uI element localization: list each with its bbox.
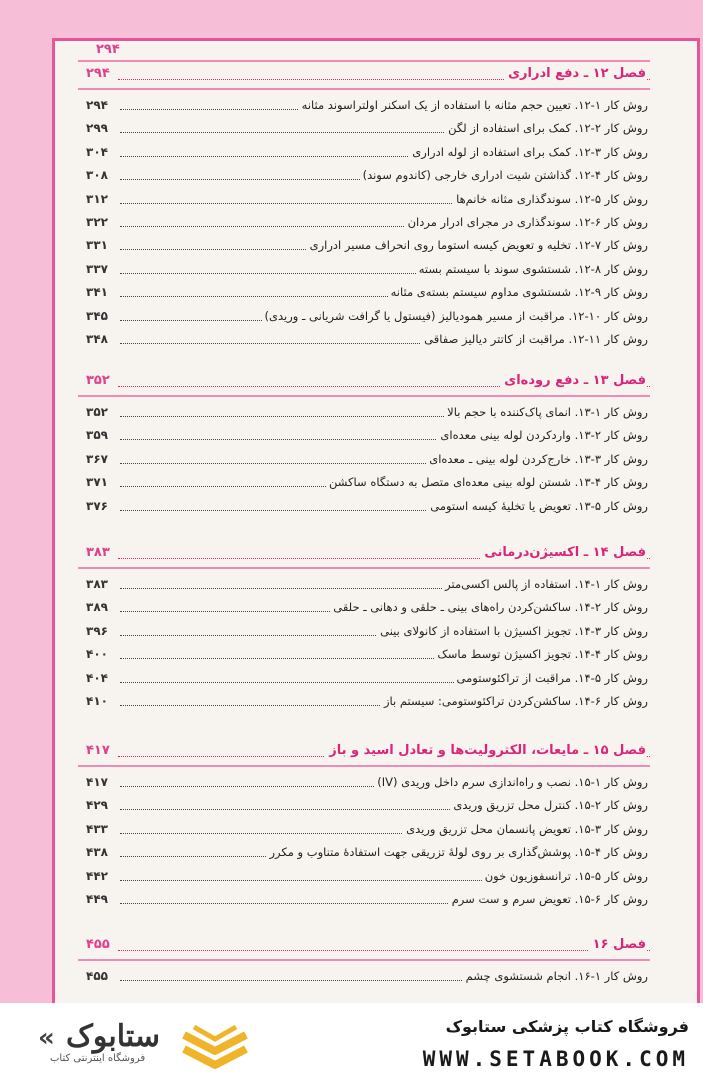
entry-page-number: ۳۲۲ — [86, 214, 108, 229]
toc-entry[interactable] — [78, 865, 650, 888]
chapter-page-number: ۳۸۳ — [86, 545, 110, 560]
entry-page-number: ۳۰۴ — [86, 144, 108, 159]
toc-entry[interactable] — [78, 841, 650, 864]
logo-subtitle: فروشگاه اینترنتی کتاب — [50, 1053, 146, 1064]
entry-title: روش کار ۴-۱۵. پوشش‌گذاری بر روی لولهٔ تزریقی جهت استفادهٔ متناوب و مکرر — [266, 841, 648, 864]
toc-entry[interactable] — [78, 328, 650, 351]
entry-title: روش کار ۹-۱۲. شستشوی مداوم سیستم بسته‌ی مثانه — [388, 281, 648, 304]
toc-entry[interactable] — [78, 667, 650, 690]
entry-page-number: ۴۴۹ — [86, 891, 108, 906]
toc-entry[interactable] — [78, 164, 650, 187]
toc-entry[interactable] — [78, 258, 650, 281]
toc-entry[interactable] — [78, 818, 650, 841]
chapter-title: فصل ۱۳ ـ دفع روده‌ای — [500, 373, 646, 388]
entry-page-number: ۴۰۰ — [86, 647, 108, 662]
entry-page-number: ۳۴۵ — [86, 308, 108, 323]
chapter-page-number: ۴۵۵ — [86, 937, 110, 952]
toc-entry[interactable] — [78, 620, 650, 643]
logo-arrows-icon: « — [38, 1023, 55, 1053]
entry-title: روش کار ۱-۱۵. نصب و راه‌اندازی سرم داخل وریدی (IV) — [374, 771, 648, 794]
chapter-title: فصل ۱۶ — [589, 937, 646, 952]
toc-entry[interactable] — [78, 794, 650, 817]
entry-title: روش کار ۱-۱۳. انمای پاک‌کننده با حجم بالا — [444, 401, 648, 424]
toc-entry[interactable] — [78, 495, 650, 518]
chapter-page-number: ۲۹۴ — [86, 66, 110, 81]
entry-page-number: ۴۳۳ — [86, 821, 108, 836]
chapter-header[interactable] — [78, 371, 650, 397]
entry-title: روش کار ۳-۱۲. کمک برای استفاده از لوله ادراری — [409, 141, 648, 164]
toc-entry[interactable] — [78, 305, 650, 328]
toc-entry[interactable] — [78, 771, 650, 794]
entry-page-number: ۳۳۱ — [86, 238, 108, 253]
entry-page-number: ۳۴۸ — [86, 331, 108, 346]
entry-title: روش کار ۲-۱۲. کمک برای استفاده از لگن — [445, 117, 648, 140]
chapter-title: فصل ۱۵ ـ مایعات، الکترولیت‌ها و تعادل اسید و باز — [325, 743, 646, 758]
entry-page-number: ۳۸۳ — [86, 577, 108, 591]
entry-title: روش کار ۱۱-۱۲. مراقبت از کاتتر دیالیز صفاقی — [421, 328, 648, 351]
entry-title: روش کار ۶-۱۲. سوندگذاری در مجرای ادرار مردان — [405, 211, 648, 234]
entry-page-number: ۴۳۸ — [86, 845, 108, 860]
entry-title: روش کار ۳-۱۵. تعویض پانسمان محل تزریق وریدی — [403, 818, 648, 841]
store-url[interactable]: WWW.SETABOOK.COM — [422, 1047, 689, 1071]
entry-title: روش کار ۸-۱۲. شستشوی سوند با سیستم بسته — [416, 258, 648, 281]
top-rule — [78, 60, 650, 62]
entry-page-number: ۳۱۲ — [86, 191, 108, 206]
entry-title: روش کار ۳-۱۳. خارج‌کردن لوله بینی ـ معده‌ای — [426, 448, 648, 471]
toc-entry[interactable] — [78, 573, 650, 596]
chapter-section — [78, 64, 650, 351]
chapter-section — [78, 935, 650, 988]
toc-entry[interactable] — [78, 234, 650, 257]
top-page-number: ۲۹۴ — [96, 42, 120, 57]
toc-entry[interactable] — [78, 471, 650, 494]
entry-title: روش کار ۵-۱۲. سوندگذاری مثانه خانم‌ها — [453, 188, 648, 211]
entry-page-number: ۳۵۲ — [86, 405, 108, 419]
entry-title: روش کار ۲-۱۳. واردکردن لوله بینی معده‌ای — [437, 424, 648, 447]
entry-page-number: ۳۷۱ — [86, 475, 108, 490]
chapter-leader-dots — [118, 950, 650, 951]
entry-title: روش کار ۱۰-۱۲. مراقبت از مسیر همودیالیز (فیستول یا گرافت شریانی ـ وریدی) — [262, 305, 649, 328]
entry-page-number: ۲۹۴ — [86, 98, 108, 112]
entry-page-number: ۴۵۵ — [86, 969, 108, 983]
entry-title: روش کار ۶-۱۴. ساکشن‌کردن تراکئوستومی: سیستم باز — [381, 690, 648, 713]
entry-page-number: ۲۹۹ — [86, 121, 108, 136]
entry-page-number: ۴۰۴ — [86, 670, 108, 685]
toc-entry[interactable] — [78, 141, 650, 164]
toc-entry[interactable] — [78, 211, 650, 234]
entry-page-number: ۳۳۷ — [86, 261, 108, 276]
entry-title: روش کار ۶-۱۵. تعویض سرم و ست سرم — [449, 888, 648, 911]
entry-page-number: ۳۵۹ — [86, 428, 108, 443]
entry-page-number: ۳۷۶ — [86, 498, 108, 513]
chapter-header[interactable] — [78, 543, 650, 569]
entry-title: روش کار ۱-۱۴. استفاده از پالس اکسی‌متر — [442, 573, 648, 596]
store-name: فروشگاه کتاب پزشکی ستابوک — [445, 1017, 689, 1036]
chapter-title: فصل ۱۴ ـ اکسیژن‌درمانی — [480, 545, 646, 560]
entry-title: روش کار ۵-۱۴. مراقبت از تراکئوستومی — [454, 667, 648, 690]
chapter-page-number: ۳۵۲ — [86, 373, 110, 388]
chapter-header[interactable] — [78, 935, 650, 961]
entry-page-number: ۴۱۷ — [86, 775, 108, 789]
entry-title: روش کار ۴-۱۳. شستن لوله بینی معده‌ای متصل به دستگاه ساکشن — [326, 471, 648, 494]
chapter-page-number: ۴۱۷ — [86, 743, 110, 758]
toc-entry[interactable] — [78, 596, 650, 619]
store-footer — [0, 1003, 703, 1080]
entry-title: روش کار ۴-۱۲. گذاشتن شیت ادراری خارجی (کاندوم سوند) — [360, 164, 648, 187]
chapter-section — [78, 543, 650, 713]
chapter-header[interactable] — [78, 741, 650, 767]
toc-entry[interactable] — [78, 401, 650, 424]
entry-title: روش کار ۷-۱۲. تخلیه و تعویض کیسه استوما روی انحراف مسیر ادراری — [307, 234, 648, 257]
entry-page-number: ۳۶۷ — [86, 451, 108, 466]
toc-entry[interactable] — [78, 281, 650, 304]
toc-entry[interactable] — [78, 117, 650, 140]
toc-entry[interactable] — [78, 965, 650, 988]
entry-title: روش کار ۵-۱۳. تعویض یا تخلیهٔ کیسه استومی — [427, 495, 648, 518]
toc-entry[interactable] — [78, 424, 650, 447]
store-logo[interactable] — [30, 1017, 270, 1069]
entry-title: روش کار ۴-۱۴. تجویز اکسیژن توسط ماسک — [434, 643, 648, 666]
toc-entry[interactable] — [78, 94, 650, 117]
toc-entry[interactable] — [78, 188, 650, 211]
logo-text: ستابوک — [66, 1020, 161, 1053]
toc-entry[interactable] — [78, 888, 650, 911]
entry-page-number: ۳۴۱ — [86, 285, 108, 300]
entry-title: روش کار ۳-۱۴. تجویز اکسیژن با استفاده از کانولای بینی — [377, 620, 648, 643]
entry-page-number: ۳۹۶ — [86, 623, 108, 638]
entry-page-number: ۴۲۹ — [86, 798, 108, 813]
entry-title: روش کار ۲-۱۴. ساکشن‌کردن راه‌های بینی ـ حلقی و دهانی ـ حلقی — [330, 596, 648, 619]
chapter-section — [78, 741, 650, 911]
entry-page-number: ۳۸۹ — [86, 600, 108, 615]
chapter-header[interactable] — [78, 64, 650, 90]
book-logo-icon — [180, 1017, 250, 1069]
chapter-title: فصل ۱۲ ـ دفع ادراری — [504, 66, 646, 81]
toc-entry[interactable] — [78, 690, 650, 713]
entry-page-number: ۴۴۲ — [86, 868, 108, 883]
entry-title: روش کار ۲-۱۵. کنترل محل تزریق وریدی — [450, 794, 648, 817]
toc-entry[interactable] — [78, 448, 650, 471]
chapter-section — [78, 371, 650, 518]
entry-page-number: ۴۱۰ — [86, 693, 108, 708]
entry-title: روش کار ۵-۱۵. ترانسفوزیون خون — [482, 865, 648, 888]
entry-page-number: ۳۰۸ — [86, 168, 108, 183]
entry-title: روش کار ۱-۱۶. انجام شستشوی چشم — [463, 965, 648, 988]
toc-entry[interactable] — [78, 643, 650, 666]
entry-title: روش کار ۱-۱۲. تعیین حجم مثانه با استفاده از یک اسکنر اولتراسوند مثانه — [299, 94, 648, 117]
